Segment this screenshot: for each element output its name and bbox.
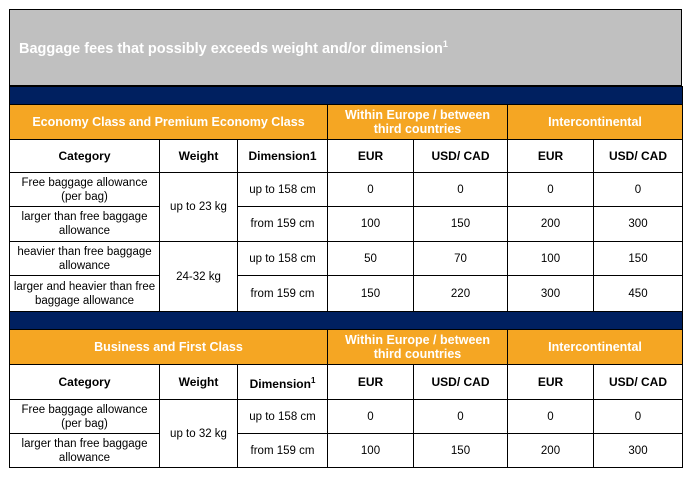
eur-intercontinental-cell: 300 [508,276,594,312]
category-cell: larger and heavier than free baggage allowance [10,276,160,312]
usd-europe-cell: 70 [414,242,508,276]
page-title: Baggage fees that possibly exceeds weight and/or dimension$^1$ [19,38,448,57]
eur-intercontinental-cell: 0 [508,173,594,207]
section2-header-row [10,330,683,365]
usd-intercontinental-cell: 300 [594,434,683,468]
eur-europe-cell: 0 [328,173,414,207]
col-weight-header: Weight [160,365,238,400]
usd-europe-cell: 0 [414,400,508,434]
section1-region-intercontinental: Intercontinental [508,105,683,140]
usd-intercontinental-cell: 0 [594,173,683,207]
dimension-cell: up to 158 cm [238,242,328,276]
dimension-cell: from 159 cm [238,434,328,468]
table-row [10,434,683,468]
dimension-cell: up to 158 cm [238,173,328,207]
eur-intercontinental-cell: 100 [508,242,594,276]
category-cell: larger than free baggage allowance [10,434,160,468]
category-cell: Free baggage allowance (per bag) [10,173,160,207]
eur-europe-cell: 100 [328,434,414,468]
baggage-fees-table [9,86,683,468]
section1-header-row [10,105,683,140]
usd-europe-cell: 220 [414,276,508,312]
title-bar [9,9,682,86]
section2-column-header-row [10,365,683,400]
col-usd-europe-header: USD/ CAD [414,365,508,400]
usd-europe-cell: 150 [414,207,508,242]
category-cell: Free baggage allowance (per bag) [10,400,160,434]
col-weight-header: Weight [160,140,238,173]
eur-intercontinental-cell: 200 [508,207,594,242]
col-usd-europe-header: USD/ CAD [414,140,508,173]
eur-intercontinental-cell: 0 [508,400,594,434]
section1-class-label: Economy Class and Premium Economy Class [10,105,328,140]
table-row [10,242,683,276]
weight-cell: up to 23 kg [160,173,238,242]
section1-region-europe: Within Europe / between third countries [328,105,508,140]
category-cell: heavier than free baggage allowance [10,242,160,276]
col-eur-intercontinental-header: EUR [508,365,594,400]
table-row [10,400,683,434]
usd-intercontinental-cell: 150 [594,242,683,276]
category-cell: larger than free baggage allowance [10,207,160,242]
col-category-header: Category [10,365,160,400]
weight-cell: 24-32 kg [160,242,238,312]
section2-region-europe: Within Europe / between third countries [328,330,508,365]
weight-cell: up to 32 kg [160,400,238,468]
eur-europe-cell: 100 [328,207,414,242]
col-usd-intercontinental-header: USD/ CAD [594,140,683,173]
eur-europe-cell: 0 [328,400,414,434]
section-divider [10,312,683,330]
section2-region-intercontinental: Intercontinental [508,330,683,365]
eur-intercontinental-cell: 200 [508,434,594,468]
usd-intercontinental-cell: 300 [594,207,683,242]
table-row [10,207,683,242]
section1-column-header-row [10,140,683,173]
title-footnote-marker: 1 [442,38,448,49]
table-row [10,276,683,312]
usd-europe-cell: 0 [414,173,508,207]
dimension-cell: from 159 cm [238,276,328,312]
dimension-cell: from 159 cm [238,207,328,242]
dimension-footnote-marker: 1 [310,375,316,385]
eur-europe-cell: 50 [328,242,414,276]
dimension-cell: up to 158 cm [238,400,328,434]
section2-class-label: Business and First Class [10,330,328,365]
col-eur-europe-header: EUR [328,140,414,173]
col-dimension-header: Dimension$^1$ [238,365,328,400]
col-eur-europe-header: EUR [328,365,414,400]
baggage-fees-document [9,9,682,468]
table-row [10,173,683,207]
col-usd-intercontinental-header: USD/ CAD [594,365,683,400]
usd-intercontinental-cell: 450 [594,276,683,312]
col-dimension-header: Dimension1 [238,140,328,173]
section-divider [10,87,683,105]
col-category-header: Category [10,140,160,173]
eur-europe-cell: 150 [328,276,414,312]
col-eur-intercontinental-header: EUR [508,140,594,173]
usd-europe-cell: 150 [414,434,508,468]
usd-intercontinental-cell: 0 [594,400,683,434]
